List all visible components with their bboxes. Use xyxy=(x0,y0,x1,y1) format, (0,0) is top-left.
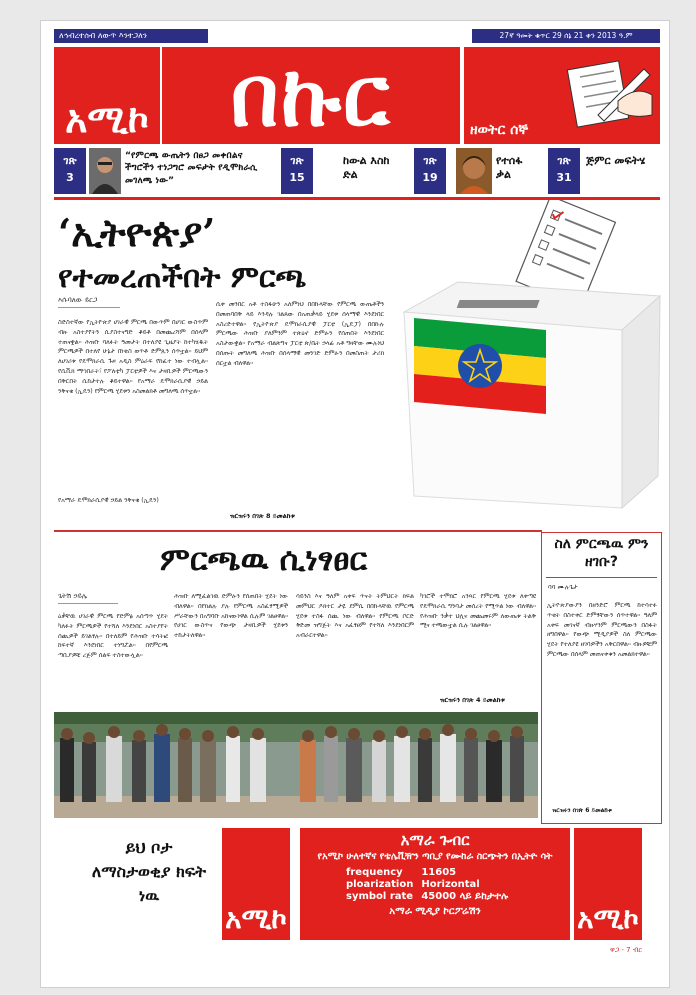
spec-row: frequency 11605 xyxy=(346,867,457,879)
second-col-2: ሕዝቡ ለሚፈልገዉ ድምፁን የሰጠበት ሂደት ነው ብለዋል። በየክልሉ ያሉ የምርጫ አስፈፃሚዎች ሥራቸውን በአግባቡ አከናውነዋል ሲሉም ገልፀዋል። የሀገር ውስጥና የውጭ ታዛቢዎች ሂደቱን ተከታትለዋል። xyxy=(174,593,288,640)
nav-page-badge[interactable] xyxy=(548,148,580,194)
tagline-bar: ለኅብረተሰብ ለውጥ እንተጋለን xyxy=(54,29,208,43)
spec-row: symbol rate 45000 ላይ ይከታተሉ xyxy=(346,891,509,903)
page-label: ገጽ xyxy=(63,154,77,167)
masthead-title-block xyxy=(162,47,460,144)
interviewee-photo xyxy=(89,148,121,194)
divider xyxy=(546,577,657,578)
nav-item-sports[interactable]: ከውል እስከ ድል xyxy=(343,154,390,182)
amico-logo-box-left xyxy=(222,828,290,940)
sidebar-byline: ባባ ሙሉጌታ xyxy=(548,583,578,591)
lead-byline: እሱባለው ይርጋ xyxy=(58,296,120,308)
spec-row: ploarization Horizontal xyxy=(346,879,480,891)
second-col-4: ካገሮች ተሞክሮ አንጻር የምርጫ ሂደቱ ለቀጣዩ የዴሞክራሲ ግንባታ መሰረት የሚጥል ነው ብለዋል። የሕዝቡ ንቃተ ህሊና መጨመሩም ለውጤቱ ትልቅ ሚና ተጫውቷል ሲሉ ገልፀዋል። xyxy=(420,593,536,630)
child-photo xyxy=(456,148,492,194)
amico-logo: አሚኮ xyxy=(65,97,149,141)
satellite-specs-table xyxy=(346,867,516,903)
hand-writing-ballot-icon xyxy=(558,55,654,131)
masthead-left-block xyxy=(54,47,160,144)
second-headline[interactable]: ምርጫዉ ሲነፃፀር xyxy=(160,540,368,578)
amico-logo: አሚኮ xyxy=(577,902,639,935)
edition-label: ዘወትር ሰኞ xyxy=(470,122,529,138)
ad-space-notice: ይህ ቦታ ለማስታወቂያ ክፍት ነዉ xyxy=(91,838,207,905)
sidebar-headline[interactable]: ስለ ምርጫዉ ምን ዘገቡ? xyxy=(554,536,649,571)
second-continued-link[interactable]: ዝርዝሩን በገጽ 4 ይመልከቱ xyxy=(440,696,505,704)
lead-col-1: ስድስተኛው የኢትዮጵያ ሀገራዊ ምርጫ በውጥም በሀገር ውስጥም ብዙ አስተያየትን ሲያስተናግድ ቆይቶ በመጨረሻም በሰላም ተጠናቋል። ሕዝቡ ባለፉት ዓመታት በተለያዩ ጊዜያት ከተካሄዱት ምርጫዎች በተለየ ሁኔታ በነቂስ ወጥቶ ድምጹን ሰጥቷል። ይህም ለሀገሪቱ የዴሞክራሲ ጉዞ አዲስ ምዕራፍ የከፈተ ነው ተብሏል። የሲቪክ ማኅበራት፣ የፖለቲካ ፓርቲዎች እና ታዛቢዎች ምርጫውን በቅርበት ሲከታተሉ ቆይተዋል። የአማራ ዴሞክራሲያዊ ኃይል ንቅናቄ (ኢዴን) የምርጫ ሂደቱን አስመልክቶ መግለጫ ሰጥቷል። xyxy=(58,319,208,395)
lead-continued-link[interactable]: ዝርዝሩን በገጽ 8 ይመልከቱ xyxy=(230,512,295,520)
page-number: 15 xyxy=(289,170,305,184)
price-label: ዋጋ - 7 ብር xyxy=(610,946,643,954)
ballot-box-illustration xyxy=(400,200,662,510)
sidebar-text: ኢትዮጵያውያን በዘንድሮ ምርጫ ከተሳተፉ ጥቂት በስተቀር ድምፃቸውን ሰጥተዋል። ዓለም አቀፍ መገናኛ ብዙሃንም ምርጫውን በስፋት ዘግበዋል። የውጭ ሚዲያዎች ስለ ምርጫው ሂደት የተለያዩ ዘገባዎችን አቅርበዋል። ብዙዎቹም ምርጫው በሰላም መጠናቀቁን አመልክተዋል። xyxy=(547,602,657,658)
ad-subtitle: የአሚኮ ሁለተኛና የቴሌቪዥን ጣቢያ የሙከራ ስርጭትን በኢትዮ ሳት xyxy=(317,851,553,862)
amico-logo-box-right xyxy=(574,828,642,940)
lead-col-2: ሲቀ መንበር አቶ ተስፋሁን አለምነህ በበኩላቸው የምርጫ ውጤቶችን በመጠባበቅ ላይ እንዳሉ ገልጸው በአጠቃላይ ሂደቱ ሰላማዊ እንደነበር አስረድተዋል። የኢትዮጵያ ዴሞክራሲያዊ ፓርቲ (ኢዴፓ) በበኩሉ ምርጫው ሕዝቡ ያለምንም ተጽዕኖ ድምፁን የሰጠበት እንደነበር አስታውቋል። የአማራ ብልጽግና ፓርቲ ጽ/ቤት ኃላፊ አቶ ግዛቸው ሙሉነህ በሰጡት መግለጫ ሕዝቡ በሰላማዊ መንገድ ድምፁን በመስጠት ታሪክ ሰርቷል ብለዋል። xyxy=(216,301,384,367)
sidebar-box xyxy=(541,532,662,824)
nav-item-solution[interactable]: ጅምር መፍትሄ xyxy=(586,154,646,167)
ad-footer: አማራ ሚዲያ ኮርፖሬሽን xyxy=(389,906,481,918)
broadcast-ad-box xyxy=(300,828,570,940)
page-label: ገጽ xyxy=(557,154,571,167)
second-col-1: ዕቃቸዉ ሀገራዊ ምርጫ የድምፅ አሰጣጥ ሂደት ካለፉት ምርጫዎች የተሻለ እንደነበር አስተያየት ሰጪዎች ይገልፃሉ። በተለይም የሕዝቡ ተሳትፎ ከፍተኛ እንደነበር ተነግሯል። በየምርጫ ጣቢያዎቹ ረጅም ሰልፍ ተስተውሏል። xyxy=(58,613,168,660)
nav-item-promise[interactable]: የተሰፋ ቃል xyxy=(496,154,523,182)
second-col-3: ሳይንስ እና ዓለም አቀፍ ጥናት ትምህርት ክፍል መምህር ዶክተር ታዬ ደምሴ በበኩላቸዉ የምርጫ ሂደቱ ተስፋ ሰጪ ነው ብለዋል። የምርጫ ቦርድ ቅድመ ዝግጅት እና አፈፃፀም የተሻለ እንደነበርም አብራርተዋል። xyxy=(296,593,414,640)
page-number: 31 xyxy=(556,170,572,184)
page-number: 19 xyxy=(422,170,438,184)
lead-col-1-end: የአማራ ዴሞክራሲያዊ ኃይል ንቅናቄ (ኢዴን) xyxy=(58,497,159,504)
ad-title: አማራ ጉብር xyxy=(400,831,470,849)
page-label: ገጽ xyxy=(423,154,437,167)
nav-item-interview[interactable]: “የምርጫ ውጤትን በፀጋ መቀበልና ችግሮችን ተነጋግሮ መፍታት የዲሞክራሲ መገለጫ ነው” xyxy=(125,150,258,186)
voters-queue-photo xyxy=(54,712,538,818)
nav-page-badge[interactable] xyxy=(281,148,313,194)
divider xyxy=(54,530,542,532)
sidebar-continued-link[interactable]: ዝርዝሩን በገጽ 6 ይመልከቱ xyxy=(552,807,612,814)
nav-page-badge[interactable] xyxy=(414,148,446,194)
amico-logo: አሚኮ xyxy=(225,902,287,935)
issue-info-bar: 27ኛ ዓመት ቁጥር 29 ሰኔ 21 ቀን 2013 ዓ.ም xyxy=(472,29,660,43)
nav-page-badge[interactable] xyxy=(54,148,86,194)
page-number: 3 xyxy=(66,170,74,184)
page-label: ገጽ xyxy=(290,154,304,167)
lead-headline-line2[interactable]: የተመረጠችበት ምርጫ xyxy=(58,260,307,295)
newspaper-title: በኩር xyxy=(230,45,392,145)
second-byline: ጌትሽ ኃይሌ xyxy=(58,592,118,604)
masthead-right-block xyxy=(464,47,660,144)
lead-headline-line1[interactable]: ‘ኢትዮጵያ’ xyxy=(58,210,216,255)
